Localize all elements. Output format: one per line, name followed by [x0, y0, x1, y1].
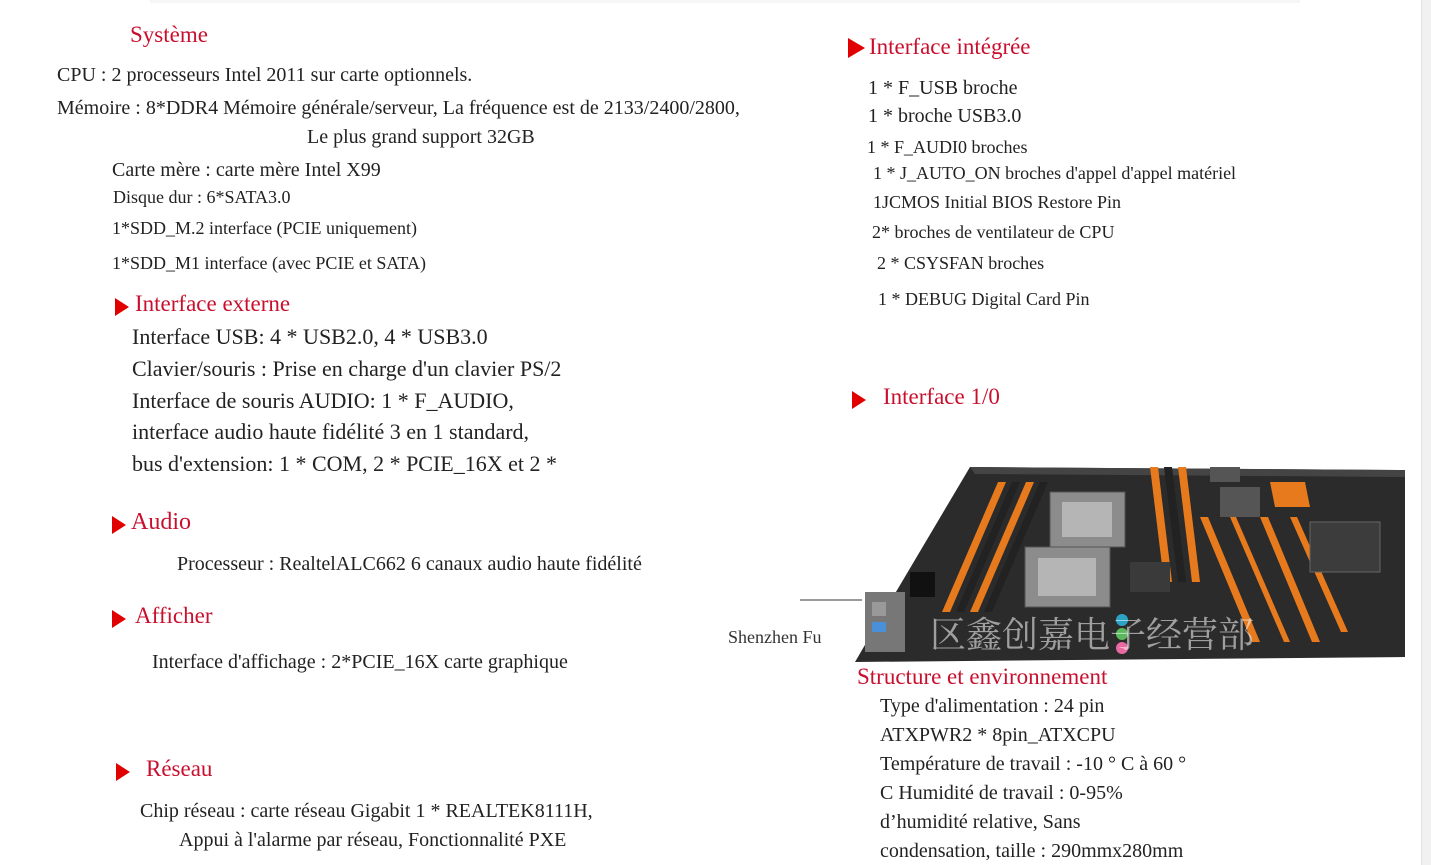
integree-line: 2 * CSYSFAN broches	[877, 253, 1045, 273]
afficher-line: Interface d'affichage : 2*PCIE_16X carte graphique	[152, 651, 568, 673]
heading-reseau: Réseau	[146, 756, 213, 781]
integree-line: 1 * DEBUG Digital Card Pin	[878, 289, 1090, 309]
cpu-line: CPU : 2 processeurs Intel 2011 sur carte optionnels.	[57, 64, 473, 86]
externe-line: bus d'extension: 1 * COM, 2 * PCIE_16X et 2 *	[132, 451, 558, 476]
structure-line: Température de travail : -10 ° C à 60 °	[880, 753, 1187, 775]
memoire-line-2: Le plus grand support 32GB	[307, 126, 535, 148]
integree-line: 1 * broche USB3.0	[868, 105, 1022, 127]
structure-line: Type d'alimentation : 24 pin	[880, 695, 1105, 717]
disque-line: Disque dur : 6*SATA3.0	[113, 187, 291, 207]
heading-audio: Audio	[131, 509, 191, 535]
externe-line: Interface USB: 4 * USB2.0, 4 * USB3.0	[132, 324, 488, 349]
externe-line: interface audio haute fidélité 3 en 1 standard,	[132, 419, 530, 444]
motherboard-image	[850, 462, 1410, 667]
heading-afficher: Afficher	[135, 603, 213, 628]
reseau-line-1: Chip réseau : carte réseau Gigabit 1 * REALTEK8111H,	[140, 800, 593, 822]
top-border	[150, 0, 1300, 3]
heading-interface-externe: Interface externe	[135, 291, 291, 316]
memoire-line-1: Mémoire : 8*DDR4 Mémoire générale/serveur, La fréquence est de 2133/2400/2800,	[57, 97, 740, 119]
integree-line: 1 * F_USB broche	[868, 77, 1018, 99]
carte-mere-line: Carte mère : carte mère Intel X99	[112, 159, 381, 181]
marker-icon	[115, 298, 129, 316]
structure-line: C Humidité de travail : 0-95%	[880, 782, 1123, 804]
heading-structure: Structure et environnement	[857, 664, 1108, 689]
vertical-scrollbar[interactable]	[1421, 0, 1431, 865]
externe-line: Interface de souris AUDIO: 1 * F_AUDIO,	[132, 388, 514, 413]
heading-interface-integree: Interface intégrée	[869, 34, 1031, 59]
integree-line: 1 * F_AUDI0 broches	[867, 137, 1028, 157]
marker-icon	[848, 38, 865, 58]
structure-line: condensation, taille : 290mmx280mm	[880, 840, 1184, 862]
m2-line: 1*SDD_M.2 interface (PCIE uniquement)	[112, 218, 417, 238]
structure-line: ATXPWR2 * 8pin_ATXCPU	[880, 724, 1116, 746]
externe-line: Clavier/souris : Prise en charge d'un clavier PS/2	[132, 356, 562, 381]
image-caption: Shenzhen Fu	[728, 627, 822, 647]
marker-icon	[116, 763, 130, 781]
reseau-line-2: Appui à l'alarme par réseau, Fonctionnalité PXE	[179, 829, 567, 851]
integree-line: 2* broches de ventilateur de CPU	[872, 222, 1115, 242]
heading-interface-io: Interface 1/0	[883, 384, 1000, 409]
marker-icon	[112, 610, 126, 628]
image-watermark: 区鑫创嘉电子经营部	[930, 615, 1255, 656]
marker-icon	[852, 391, 866, 409]
structure-line: d’humidité relative, Sans	[880, 811, 1081, 833]
integree-line: 1 * J_AUTO_ON broches d'appel d'appel matériel	[873, 163, 1237, 183]
heading-systeme: Système	[130, 22, 208, 47]
audio-line: Processeur : RealtelALC662 6 canaux audio haute fidélité	[177, 553, 642, 575]
integree-line: 1JCMOS Initial BIOS Restore Pin	[873, 192, 1122, 212]
m1-line: 1*SDD_M1 interface (avec PCIE et SATA)	[112, 253, 426, 273]
marker-icon	[112, 516, 126, 534]
